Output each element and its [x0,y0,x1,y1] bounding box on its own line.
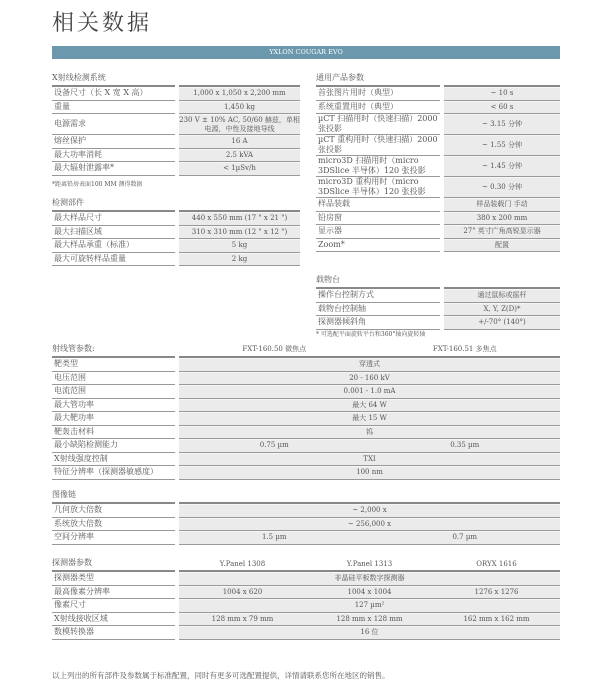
table-row [52,613,560,627]
row-label: 显示器 [316,225,440,239]
row-value: ~ 256,000 x [179,518,560,532]
row-value: 0.7 µm [370,531,561,545]
section-title: 载物台 [316,275,340,284]
row-value: 20 - 160 kV [179,372,560,386]
row-value: 127 µm² [179,599,560,613]
row-value: +/-70° (140°) [444,316,560,330]
row-label: 最大靶功率 [52,412,175,426]
table-row [52,518,560,532]
table-row [52,412,560,426]
row-value: 230 V ± 10% AC, 50/60 赫兹，单相电源，中性及接地导线 [179,114,300,135]
row-value: 钨 [179,426,560,440]
row-value: 配置 [444,239,560,253]
row-label: 载物台控制轴 [316,303,440,317]
row-value: ~ 1.45 分钟 [444,156,560,177]
row-label: 系统重置用时（典型） [316,101,440,115]
row-value: 162 mm x 162 mm [433,613,560,627]
column-header: ORYX 1616 [476,560,517,568]
table-row [52,135,300,149]
table-row [52,212,300,226]
row-label: 电源需求 [52,114,175,135]
section-tube [52,343,560,480]
section-title: 通用产品参数 [316,73,364,82]
section-detector [52,557,560,640]
column-header: Y.Panel 1313 [346,560,393,568]
row-value: < 1µSv/h [179,162,300,176]
table-row [52,149,300,163]
table-row [52,504,560,518]
table-row [316,87,560,101]
row-value: 最大 64 W [179,399,560,413]
row-label: µCT 扫描用时（快速扫描）2000 张投影 [316,114,440,135]
row-label: 最大可旋转样品重量 [52,253,175,267]
row-value: 1004 x 620 [179,586,306,600]
table-row [52,399,560,413]
row-label: 电压范围 [52,372,175,386]
row-value: 2 kg [179,253,300,267]
table-row [52,586,560,600]
row-value: ~ 1.55 分钟 [444,135,560,156]
row-value: < 60 s [444,101,560,115]
row-label: 最小缺陷检测能力 [52,439,175,453]
row-value: ~ 2,000 x [179,504,560,518]
section-title: X射线检测系统 [52,73,106,82]
section-title: 检测部件 [52,198,84,207]
row-value: 100 nm [179,466,560,480]
row-value: X, Y, Z(D)* [444,303,560,317]
column-header: FXT-160.51 多焦点 [432,345,497,353]
row-label: 铅房窗 [316,212,440,226]
row-label: 重量 [52,101,175,115]
row-label: 像素尺寸 [52,599,175,613]
column-header: Y.Panel 1308 [219,560,266,568]
table-row [52,114,300,135]
row-value: 128 mm x 128 mm [306,613,433,627]
row-label: 几何放大倍数 [52,504,175,518]
table-row [52,466,560,480]
table-row [52,531,560,545]
row-label: 操作台控制方式 [316,289,440,303]
row-value: 1.5 µm [179,531,370,545]
row-label: 靶类型 [52,358,175,372]
row-value: 27" 英寸广角高锐显示器 [444,225,560,239]
row-label: 最大样品承重（标准） [52,239,175,253]
row-label: 最高像素分辨率 [52,586,175,600]
section-title: 探测器参数 [52,558,92,567]
row-value: 16 位 [179,626,560,640]
table-row [52,599,560,613]
table-row [52,253,300,267]
footer-note: 以上列出的所有部件及参数属于标准配置，同时有更多可选配置提供，详情请联系您所在地区的销售。 [52,671,390,680]
row-label: 样品装载 [316,198,440,212]
row-label: 最大扫描区域 [52,226,175,240]
row-label: µCT 重构用时（快速扫描）2000 张投影 [316,135,440,156]
row-value: 1,000 x 1,050 x 2,200 mm [179,87,300,101]
table-row [52,87,300,101]
table-row [52,358,560,372]
row-value: ~ 0.30 分钟 [444,177,560,198]
row-value: 非晶硅平板数字探测器 [179,572,560,586]
row-value: 440 x 550 mm (17 " x 21 ") [179,212,300,226]
row-label: 数模转换器 [52,626,175,640]
column-header: FXT-160.50 微焦点 [242,345,307,353]
row-label: 探测器倾斜角 [316,316,440,330]
row-label: 设备尺寸（长 X 宽 X 高） [52,87,175,101]
row-value: 16 A [179,135,300,149]
table-row [52,572,560,586]
table-row [316,316,560,330]
row-value: 0.35 µm [370,439,561,453]
row-value: 最大 15 W [179,412,560,426]
row-value: ~ 10 s [444,87,560,101]
row-label: 特征分辨率（探测器敏感度） [52,466,175,480]
section-xray-system [52,72,300,176]
row-label: 最大辐射泄露率* [52,162,175,176]
table-row [52,101,300,115]
row-value: 1276 x 1276 [433,586,560,600]
section-detection [52,197,300,266]
section-title: 射线管参数: [52,344,95,353]
row-label: 电流范围 [52,385,175,399]
row-label: 最大样品尺寸 [52,212,175,226]
section-imaging [52,489,560,545]
table-row [316,212,560,226]
table-row [316,289,560,303]
table-row [52,162,300,176]
table-row [316,198,560,212]
table-row [52,426,560,440]
table-row [52,372,560,386]
table-row [316,156,560,177]
table-row [52,385,560,399]
xray-system-note: *距离铅房表面100 MM 测得数据 [52,181,143,188]
row-value: 穿透式 [179,358,560,372]
table-row [316,239,560,253]
row-value: 128 mm x 79 mm [179,613,306,627]
row-label: 系统放大倍数 [52,518,175,532]
page-title: 相关数据 [52,11,153,36]
table-row [52,439,560,453]
row-label: Zoom* [316,239,440,253]
row-label: 靶轰击材料 [52,426,175,440]
table-row [316,303,560,317]
row-label: micro3D 重构用时（micro 3DSlice 半导体）120 张投影 [316,177,440,198]
table-row [316,135,560,156]
section-stage [316,274,560,330]
product-banner: YXLON COUGAR EVO [52,46,560,59]
table-row [316,177,560,198]
row-value: TXI [179,453,560,467]
row-value: 2.5 kVA [179,149,300,163]
stage-note: * 可选配平面旋转平台和360°轴向旋转轴 [316,331,426,338]
table-row [316,114,560,135]
row-label: X射线接收区域 [52,613,175,627]
table-row [52,239,300,253]
table-row [52,453,560,467]
section-general [316,72,560,252]
table-row [52,226,300,240]
row-value: 380 x 200 mm [444,212,560,226]
row-label: X射线强度控制 [52,453,175,467]
row-label: micro3D 扫描用时（micro 3DSlice 半导体）120 张投影 [316,156,440,177]
row-value: 1004 x 1004 [306,586,433,600]
row-value: 0.75 µm [179,439,370,453]
row-label: 空间分辨率 [52,531,175,545]
section-title: 图像链 [52,490,76,499]
row-label: 最大管功率 [52,399,175,413]
table-row [316,101,560,115]
row-value: ~ 3.15 分钟 [444,114,560,135]
row-value: 5 kg [179,239,300,253]
row-value: 通过鼠标或摇杆 [444,289,560,303]
row-value: 样品装载门 手动 [444,198,560,212]
row-value: 1,450 kg [179,101,300,115]
row-value: 0.001 - 1.0 mA [179,385,560,399]
row-label: 熔丝保护 [52,135,175,149]
row-label: 最大功率消耗 [52,149,175,163]
table-row [316,225,560,239]
row-label: 探测器类型 [52,572,175,586]
table-row [52,626,560,640]
row-value: 310 x 310 mm (12 " x 12 ") [179,226,300,240]
row-label: 首张图片用时（典型） [316,87,440,101]
